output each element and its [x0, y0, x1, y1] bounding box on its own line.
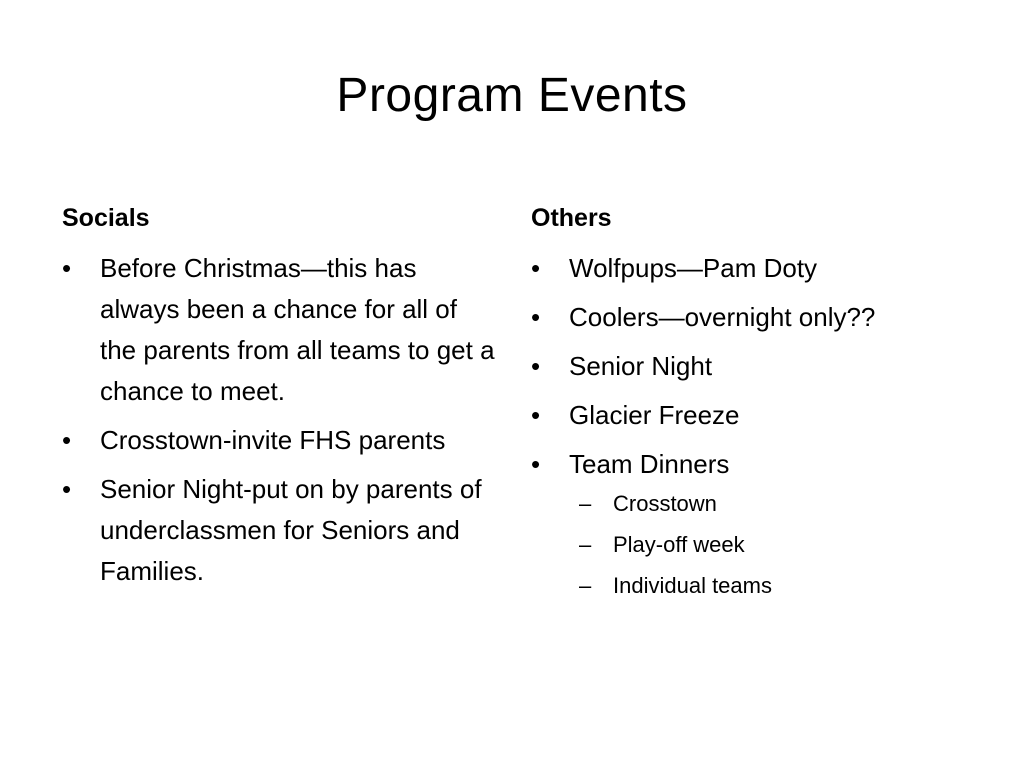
- list-item: [531, 395, 971, 436]
- list-item: [62, 248, 495, 412]
- socials-list: [62, 248, 502, 592]
- list-item: [531, 346, 971, 387]
- bullet-icon: •: [62, 474, 72, 504]
- list-item-text: Senior Night-put on by parents of underclassmen for Seniors and Families.: [100, 474, 482, 586]
- list-item-text: Team Dinners: [569, 449, 730, 479]
- bullet-icon: •: [531, 302, 541, 332]
- list-item: [531, 444, 971, 485]
- bullet-icon: •: [62, 425, 72, 455]
- list-item-text: Wolfpups—Pam Doty: [569, 253, 818, 283]
- list-item-text: Coolers—overnight only??: [569, 302, 876, 332]
- others-column: [531, 200, 971, 610]
- others-heading: Others: [531, 204, 612, 232]
- list-item-text: Before Christmas—this has always been a chance for all of the parents from all teams to get a chance to meet.: [100, 253, 495, 406]
- list-item: [531, 248, 971, 289]
- list-item-text: Crosstown-invite FHS parents: [100, 425, 446, 455]
- sub-list-item: [531, 528, 971, 561]
- sub-list-item-text: Play-off week: [613, 532, 745, 557]
- socials-heading: Socials: [62, 204, 150, 232]
- list-item: [62, 420, 495, 461]
- bullet-icon: •: [62, 253, 72, 283]
- list-item: [62, 469, 495, 592]
- dash-icon: –: [579, 532, 592, 557]
- list-item-text: Senior Night: [569, 351, 713, 381]
- sub-list-item: [531, 569, 971, 602]
- bullet-icon: •: [531, 351, 541, 381]
- list-item-text: Glacier Freeze: [569, 400, 740, 430]
- bullet-icon: •: [531, 449, 541, 479]
- dash-icon: –: [579, 573, 592, 598]
- others-list: [531, 248, 971, 485]
- dash-icon: –: [579, 491, 592, 516]
- list-item: [531, 297, 971, 338]
- socials-column: [62, 200, 502, 600]
- slide-title: Program Events: [336, 69, 688, 122]
- team-dinners-sublist: [531, 487, 971, 602]
- sub-list-item-text: Crosstown: [613, 491, 717, 516]
- bullet-icon: •: [531, 253, 541, 283]
- sub-list-item-text: Individual teams: [613, 573, 772, 598]
- bullet-icon: •: [531, 400, 541, 430]
- sub-list-item: [531, 487, 971, 520]
